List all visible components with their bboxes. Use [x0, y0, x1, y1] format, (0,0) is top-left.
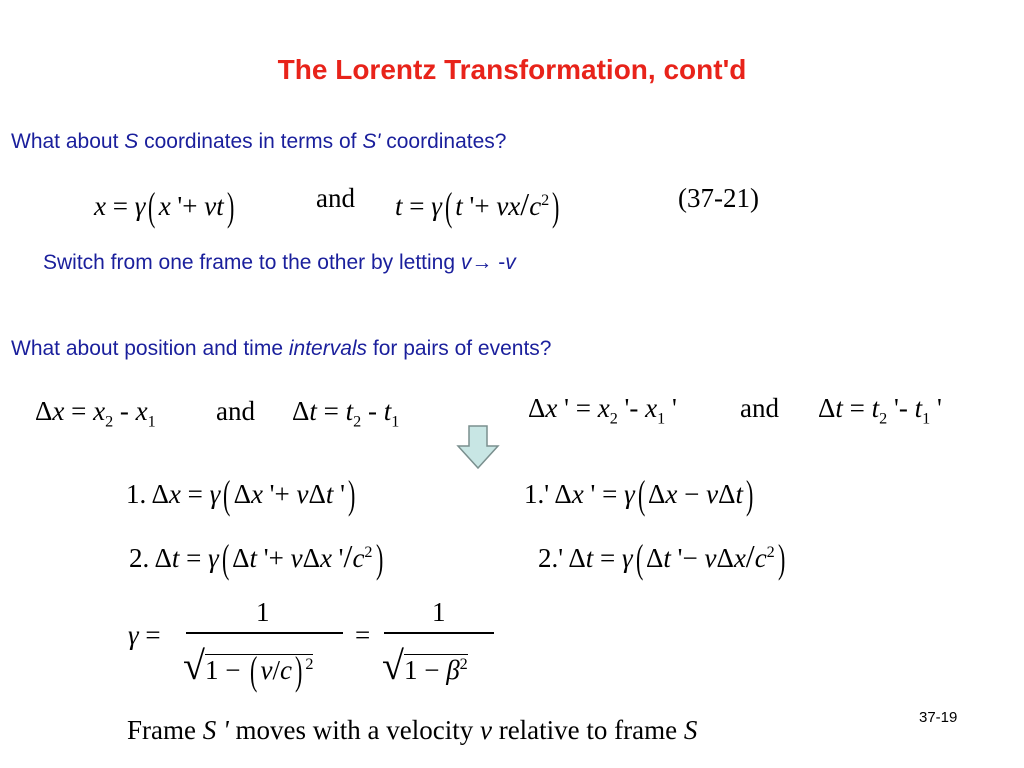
delta-x-definition: $\Delta x = x_2 - x_1$	[35, 396, 156, 431]
question-intervals: What about position and time intervals for pairs of events?	[11, 337, 552, 360]
down-arrow-icon	[455, 424, 501, 470]
gamma-numerator-1: 1	[256, 597, 270, 627]
and-label-3: and	[740, 393, 779, 423]
interval-eq-1-prime: 1.' Δx ' = γ( Δx − vΔt)	[524, 472, 754, 517]
gamma-symbol: γ =	[128, 620, 161, 650]
equation-number: (37-21)	[678, 183, 759, 213]
fraction-bar-1	[186, 632, 343, 634]
and-label-2: and	[216, 396, 255, 426]
interval-eq-1: 1. Δx = γ( Δx '+ vΔt ')	[126, 472, 356, 517]
gamma-denominator-2: $√1 - \beta^2$	[382, 643, 468, 688]
question-coordinates: What about S coordinates in terms of S' coordinates?	[11, 130, 507, 153]
fraction-bar-2	[384, 632, 494, 634]
equation-t-transform: t = γ( t '+ $vx/c^2$)	[395, 184, 560, 229]
delta-t-definition: $\Delta t = t_2 - t_1$	[292, 396, 400, 431]
gamma-denominator-1: √1 − ( v/c) $^2$	[183, 643, 314, 693]
delta-x-prime-definition: Δx ' = $x_2$ '- $x_1$ '	[528, 393, 677, 428]
slide-title: The Lorentz Transformation, cont'd	[277, 54, 747, 85]
slide-number: 37-19	[919, 709, 958, 726]
delta-t-prime-definition: $\Delta t = t_2$ '- $t_1$ '	[818, 393, 942, 428]
interval-eq-2: 2. Δt = γ( Δt '+ vΔx '$/c^2$)	[129, 536, 383, 581]
equation-x-transform: x = γ( x '+ vt)	[94, 184, 235, 229]
frame-statement: Frame S ' moves with a velocity v relative to frame S	[127, 715, 698, 745]
equals-sign: =	[355, 620, 371, 650]
gamma-numerator-2: 1	[432, 597, 446, 627]
and-label: and	[316, 183, 355, 213]
switch-frames-text: Switch from one frame to the other by letting v→ -v	[43, 251, 516, 274]
interval-eq-2-prime: 2.' Δt = γ( Δt '− vΔx/$c^2$)	[538, 536, 786, 581]
